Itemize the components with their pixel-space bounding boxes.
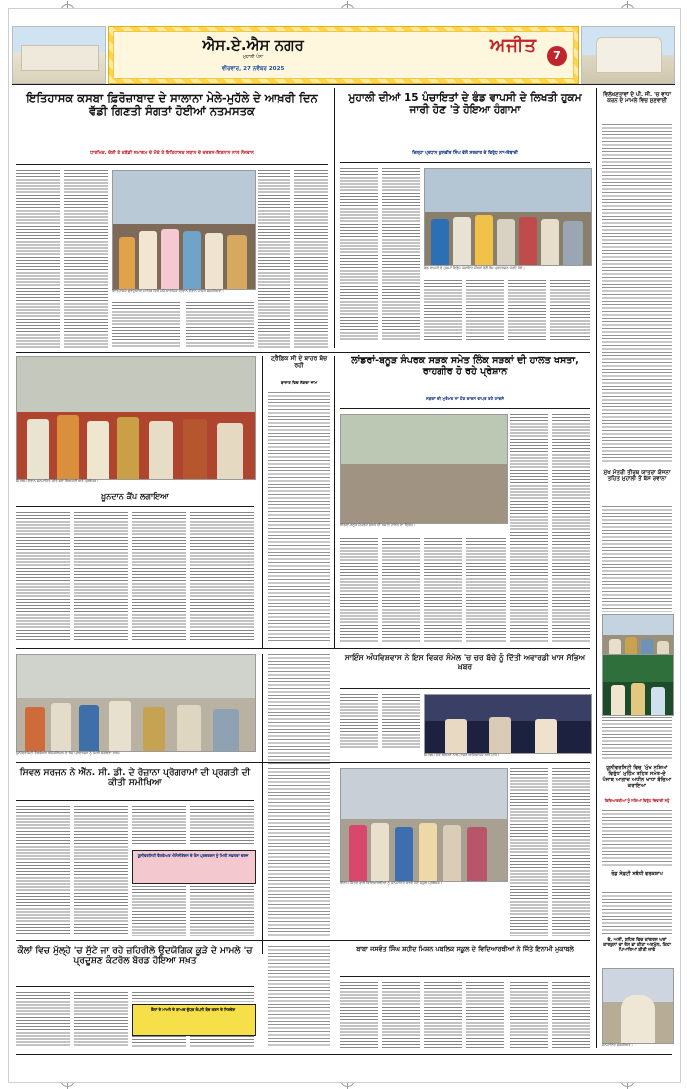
right-rail-mid-headline: ਮੁੱਖ ਮੰਤਰੀ ਤੀਰਥ ਯਾਤਰਾ ਯੋਜਨਾ ਤਹਿਤ ਮੁਹਾਲੀ ਤੋਂ ਬੱਸ ਰਵਾਨਾ bbox=[603, 470, 671, 483]
lower-left-rule bbox=[16, 800, 254, 801]
lead-column-5 bbox=[258, 170, 290, 348]
lower-center-photo-caption: ਇਨਾਮ ਜਿੱਤਣ ਵਾਲੇ ਵਿਦਿਆਰਥੀਆਂ ਨੂੰ ਸਨਮਾਨਿਤ ਕਰਦੇ ਹੋਏ ਸਕੂਲ ਪ੍ਰਬੰਧਕ। bbox=[340, 881, 443, 885]
edition-title: ਐਸ.ਏ.ਐਸ ਨਗਰ bbox=[202, 36, 304, 54]
col-divider-2 bbox=[596, 88, 597, 1048]
col-divider-3 bbox=[262, 356, 263, 648]
lower-left2-headline: ਕੌਲਾਂ ਵਿਚ ਮੁੱਲ੍ਹੇ 'ਚ ਸੁੱਟੇ ਜਾ ਰਹੇ ਜ਼ਹਿਰੀਲੇ ਉਦਯੋਗਿਕ ਕੂੜੇ ਦੇ ਮਾਮਲੇ 'ਚ ਪ੍ਰਦੂਸ਼ਣ ਕੰਟਰੋਲ ਬੋਰਡ ਹੋਇਆ ਸਖ਼ਤ bbox=[17, 946, 253, 967]
lower-left2-col-1 bbox=[16, 992, 70, 1048]
lower-left2-col-5 bbox=[190, 1036, 254, 1048]
lower-left2-yellow-text: ਕੌਲਾਂ ਦੇ ਮਾਮਲੇ ਦੇ ਬਾਅਦ ਦੁੱਧਕ ਕੰਪਨੀ ਬੰਦ ਕਰਨ ਦੇ ਨਿਰਦੇਸ਼ bbox=[150, 1007, 236, 1012]
center-top-col-2 bbox=[382, 168, 420, 340]
bottom-center-col-4 bbox=[466, 982, 504, 1048]
mid-left2-headline: ਟ੍ਰੈਫ਼ਿਕ ਸੀ ਦੇ ਬਾਹਰ ਬੱਚ ਰਹੀ bbox=[270, 355, 328, 369]
ajit-logo: ਅਜੀਤ bbox=[489, 35, 537, 56]
lower-center-col-2 bbox=[552, 768, 590, 936]
center-top-rule bbox=[340, 162, 590, 163]
right-rail-col-1 bbox=[602, 124, 672, 464]
section-rule-3 bbox=[16, 762, 590, 763]
center-top-col-5 bbox=[508, 280, 546, 340]
lower-left-col-2 bbox=[74, 806, 128, 936]
center-mid-photo bbox=[340, 414, 508, 524]
lower-left2-rule bbox=[16, 986, 254, 987]
lead-column-2 bbox=[64, 170, 108, 348]
lower-left-col-6 bbox=[190, 886, 254, 936]
lower-center-headline: ਬਾਬਾ ਜਸਵੰਤ ਸਿੰਘ ਸ਼ਹੀਦ ਮਿਸ਼ਨ ਪਬਲਿਕ ਸਕੂਲ ਦੇ ਵਿਦਿਆਰਥੀਆਂ ਨੇ ਜਿੱਤੇ ਇਨਾਮੀ ਮੁਕਾਬਲੇ bbox=[356, 945, 574, 953]
lower-left-photo bbox=[16, 654, 256, 752]
center-top-photo bbox=[424, 168, 592, 266]
masthead-bottom-rule bbox=[12, 84, 675, 85]
mid-left-col-4 bbox=[190, 512, 254, 642]
mid-left-rule bbox=[16, 506, 254, 507]
lead-rule bbox=[16, 164, 328, 165]
center-top-photo-caption: ਫੰਡ ਵਾਪਸੀ ਦੇ ਹੁਕਮਾਂ ਵਿਰੁੱਧ ਪੰਚਾਇਤ ਮੈਂਬਰਾਂ ਵੱਲੋਂ ਰੋਸ ਪ੍ਰਦਰਸ਼ਨ ਕਰਦੇ ਹੋਏ। bbox=[424, 266, 525, 270]
lower-right-headline: ਯੂਨੀਵਰਸਿਟੀ ਵਿਚ 'ਮੁੱਖ ਨਸ਼ਿਆਂ ਵਿਰੁੱਧ' ਮੁਹਿੰਮ ਤਹਿਤ ਸਮੇਤ-ਦੇ ਪੰਜਾਬ ਆਗਾਜ਼ ਅਧੀਨ ਖਾਧਾ ਬੱਚਿਆ ਕਰਾਇਆ bbox=[602, 765, 672, 789]
mid-left-photo bbox=[16, 356, 256, 480]
center-mid-col-1 bbox=[340, 538, 378, 642]
center-mid-col-5 bbox=[510, 414, 548, 642]
center-mid-col-4 bbox=[466, 538, 506, 642]
center-lower-col-2 bbox=[382, 694, 420, 750]
section-rule-4 bbox=[16, 940, 590, 941]
lower-left-photo-caption: ਯੂਨੀਵਰਸਿਟੀ ਵੈਲਫੇਅਰ ਐਸੋਸੀਏਸ਼ਨ ਦੇ ਰੋਸ ਪ੍ਰਦਰਸ਼ਨ ਨੂੰ ਮਿਲੀ ਸਫ਼ਲਤਾ ਦਰਜ bbox=[16, 751, 120, 755]
lower-right-portrait bbox=[602, 968, 674, 1044]
right-lower-photo bbox=[602, 654, 674, 716]
right-rail-col-2 bbox=[602, 506, 672, 612]
center-lower-photo bbox=[424, 694, 592, 754]
center-lower-col-1 bbox=[340, 694, 378, 750]
lower-left-callout-text: ਯੂਨੀਵਰਸਿਟੀ ਵੈਲਫੇਅਰ ਐਸੋਸੀਏਸ਼ਨ ਦੇ ਰੋਸ ਪ੍ਰਦਰਸ਼ਨ ਨੂੰ ਮਿਲੀ ਸਫ਼ਲਤਾ ਦਰਜ bbox=[137, 853, 249, 858]
center-top-col-4 bbox=[466, 280, 504, 340]
masthead bbox=[12, 26, 675, 82]
masthead-banner bbox=[108, 26, 579, 84]
bottom-center-col-6 bbox=[552, 982, 590, 1048]
mid-left-col-3 bbox=[132, 512, 186, 642]
page-bottom-rule bbox=[16, 1054, 672, 1055]
edition-subtitle: ਮੁਹਾਲੀ ਪੰਨਾ bbox=[242, 55, 264, 60]
bottom-center-col-3 bbox=[424, 982, 462, 1048]
mid-left2-col bbox=[268, 392, 330, 642]
mid-left-col-2 bbox=[74, 512, 128, 642]
bottom-center-col-1 bbox=[340, 982, 378, 1048]
mid-left-headline-2: ਖ਼ੂਨਦਾਨ ਕੈਂਪ ਲਗਾਇਆ bbox=[101, 492, 169, 501]
lead-column-6 bbox=[294, 170, 328, 348]
center-top-subhead: ਜ਼ਿਲ੍ਹਾ ਪ੍ਰਧਾਨ ਕੁਲਵੀਰ ਸਿੰਘ ਵੱਲੋਂ ਸਰਕਾਰ ਦੇ ਵਿਰੁੱਧ ਨਾਅਰੇਬਾਜ਼ੀ bbox=[412, 151, 518, 156]
lower-left2-col-4 bbox=[132, 1036, 186, 1048]
masthead-right-photo bbox=[581, 26, 675, 84]
lower-center-rule bbox=[340, 976, 590, 977]
col-divider-4 bbox=[334, 356, 335, 648]
right-rail-headline: ਵਿਲੱਖਣਤਾਵਾਂ ਦੇ ਪੀ. ਜੀ. 'ਚ ਵਾਧਾ ਕਰਨ ਦੇ ਮਾਮਲੇ ਵਿਚ ਸੁਣਵਾਈ bbox=[602, 92, 671, 105]
mid-left-photo-caption: ਸਮਾਗਮ ਦੌਰਾਨ ਸਨਮਾਨਿਤ ਕੀਤੇ ਗਏ ਵਿਅਕਤੀ ਅਤੇ ਪ੍ਰਬੰਧਕ। bbox=[16, 479, 99, 483]
bottom-mid-col bbox=[268, 946, 330, 1048]
lower-left-col-5 bbox=[190, 806, 254, 846]
lower-center-col-1 bbox=[510, 768, 548, 936]
center-mid-subhead: ਸੜਕਾਂ ਦੀ ਮੁਰੰਮਤ ਨਾ ਹੋਣ ਕਾਰਨ ਵਾਪਰ ਰਹੇ ਹਾਦਸੇ bbox=[425, 396, 505, 401]
center-mid-rule bbox=[340, 408, 590, 409]
col-divider-1 bbox=[334, 88, 335, 348]
lower-right-portrait-caption: ਸਨਮਾਨਿਤ ਸ਼ਖ਼ਸੀਅਤ। bbox=[602, 1043, 633, 1047]
lead-photo bbox=[112, 170, 256, 290]
lower-right-col-2 bbox=[602, 892, 672, 934]
lower-left-col-1 bbox=[16, 806, 70, 936]
masthead-left-photo bbox=[12, 26, 106, 84]
bottom-center-col-2 bbox=[382, 982, 420, 1048]
center-top-headline: ਮੁਹਾਲੀ ਦੀਆਂ 15 ਪੰਚਾਇਤਾਂ ਦੇ ਫੰਡ ਵਾਪਸੀ ਦੇ ਲਿਖਤੀ ਹੁਕਮ ਜਾਰੀ ਹੋਣ 'ਤੇ ਹੋਇਆ ਹੰਗਾਮਾ bbox=[348, 92, 582, 117]
center-top-col-6 bbox=[550, 280, 590, 340]
bottom-center-col-5 bbox=[510, 982, 548, 1048]
center-mid-col-3 bbox=[424, 538, 462, 642]
page-number-badge: 7 bbox=[547, 46, 567, 66]
center-mid-photo-caption: ਲਾਂਡਰਾਂ-ਬਨੂੜ ਸੰਪਰਕ ਸੜਕ ਦੀ ਖਸਤਾ ਹਾਲਤ ਦਾ ਦ੍ਰਿਸ਼। bbox=[340, 523, 416, 527]
lead-column-4 bbox=[186, 302, 254, 348]
center-mid-col-6 bbox=[552, 414, 590, 642]
lower-right-bottom-headline: ਦੇ, ਅਸੀਂ, ਸ਼ਹਿਰ ਵਿਚ ਕਾਂਗਰਸ ਘਰਾਂ ਕਾਰਕੁਨਾਂ ਦਾ ਰੋਸ ਭਾ ਕੀਤਾ ਅਣਮੁੱਲ, ਕਿਹਾ ਪਿਆਰਿਆਂ ਕੀਤੀ ਜਾਵੇ bbox=[603, 938, 671, 954]
edition-date: ਵੀਰਵਾਰ, 27 ਨਵੰਬਰ 2025 bbox=[221, 66, 285, 72]
lower-right-sub: ਵਿਦਿਆਰਥੀਆਂ ਨੂੰ ਨਸ਼ਿਆਂ ਵਿਰੁੱਧ ਦਿਵਾਈ ਸਹੁੰ bbox=[604, 798, 670, 803]
masthead-banner-inner bbox=[113, 31, 574, 79]
lead-subhead: ਧਾਰਮਿਕ, ਦੇਸ਼ੀ ਤੇ ਕਬੱਡੀ ਸਮਾਗਮ ਦੇ ਮੌਕੇ ਤੇ ਇਤਿਹਾਸਕ ਸਥਾਨ ਦੇ ਦਰਸ਼ਨ-ਇਸ਼ਨਾਨ ਨਾਲ ਨੌਜਵਾਨ bbox=[90, 151, 254, 156]
section-rule-1 bbox=[16, 352, 590, 353]
lower-left2-col-2 bbox=[74, 992, 128, 1048]
lower-left2-col-3 bbox=[132, 992, 254, 1002]
mid-left-col-1 bbox=[16, 512, 70, 642]
lower-left-col-4 bbox=[132, 886, 186, 936]
center-lower-photo-caption: ਸਮਾਗਮ ਮੌਕੇ ਬੱਚਿਆਂ ਨਾਲ ਹਾਜ਼ਰ ਅਧਿਆਪਕ ਅਤੇ ਮਾਪੇ। bbox=[424, 753, 500, 757]
center-lower-headline: ਸਾਇੰਸ ਅੰਧਵਿਸ਼ਵਾਸ ਨੇ ਇਸ ਵਿਕਰ ਸੰਮੇਲ 'ਚ ਚਰ ਬੱਚੇ ਨੂੰ ਦਿੱਤੀ ਅਵਾਰਡੀ ਖਾਸ ਸੱਭਿਅ ਖ਼ਬਰ bbox=[344, 653, 586, 671]
lead-photo-caption: ਇਤਿਹਾਸਕ ਗੁਰਦੁਆਰਾ ਸਾਹਿਬ ਵਿਖੇ ਸਜੇ ਧਾਰਮਿਕ ਦੀਵਾਨ ਦੌਰਾਨ ਹਾਜ਼ਰ ਸ਼ਖ਼ਸੀਅਤਾਂ। bbox=[112, 289, 224, 293]
col-divider-5 bbox=[262, 654, 263, 954]
lower-mid-col-2 bbox=[268, 768, 330, 936]
center-mid-headline: ਲਾਂਡਰਾਂ-ਬਨੂੜ ਸੰਪਰਕ ਸੜਕ ਸਮੇਤ ਲਿੰਕ ਸੜਕਾਂ ਦੀ ਹਾਲਤ ਖਸਤਾ, ਰਾਹਗੀਰ ਹੋ ਰਹੇ ਪ੍ਰੇਸ਼ਾਨ bbox=[351, 355, 579, 377]
lower-center-photo bbox=[340, 768, 508, 882]
center-top-col-3 bbox=[424, 280, 462, 340]
lead-column-1 bbox=[16, 170, 60, 348]
lower-mid-col-narrow bbox=[268, 654, 330, 766]
lower-right-mid-headline: ਰੋਡ ਸੇਫ਼ਟੀ ਸਬੰਧੀ ਵਰਕਸ਼ਾਪ bbox=[611, 871, 663, 877]
lower-right-col-1 bbox=[602, 810, 672, 868]
mid-left2-note: ਬਾਜ਼ਾਰ ਵਿਚ ਲੱਗਦਾ ਜਾਮ bbox=[280, 380, 318, 385]
lower-left-col-3 bbox=[132, 806, 186, 846]
section-rule-2 bbox=[16, 648, 590, 649]
lead-column-3 bbox=[112, 302, 180, 348]
center-mid-col-2 bbox=[382, 538, 420, 642]
center-lower-rule bbox=[340, 688, 590, 689]
lower-left-headline: ਸਿਵਲ ਸਰਜਨ ਨੇ ਐੱਨ. ਸੀ. ਡੀ. ਦੇ ਰੋਜ਼ਾਨਾ ਪ੍ਰੋਗਰਾਮਾਂ ਦੀ ਪ੍ਰਗਤੀ ਦੀ ਕੀਤੀ ਸਮੀਖਿਆ bbox=[19, 768, 251, 789]
center-top-col-1 bbox=[340, 168, 378, 340]
lead-headline: ਇਤਿਹਾਸਕ ਕਸਬਾ ਫ਼ਿਰੋਜ਼ਾਬਾਦ ਦੇ ਸਾਲਾਨਾ ਮੇਲੇ-ਮੁਹੱਲੇ ਦੇ ਆਖ਼ਰੀ ਦਿਨ ਵੱਡੀ ਗਿਣਤੀ ਸੰਗਤਾਂ ਹੋਈਆਂ ਨਤਮਸਤਕ bbox=[26, 91, 318, 119]
